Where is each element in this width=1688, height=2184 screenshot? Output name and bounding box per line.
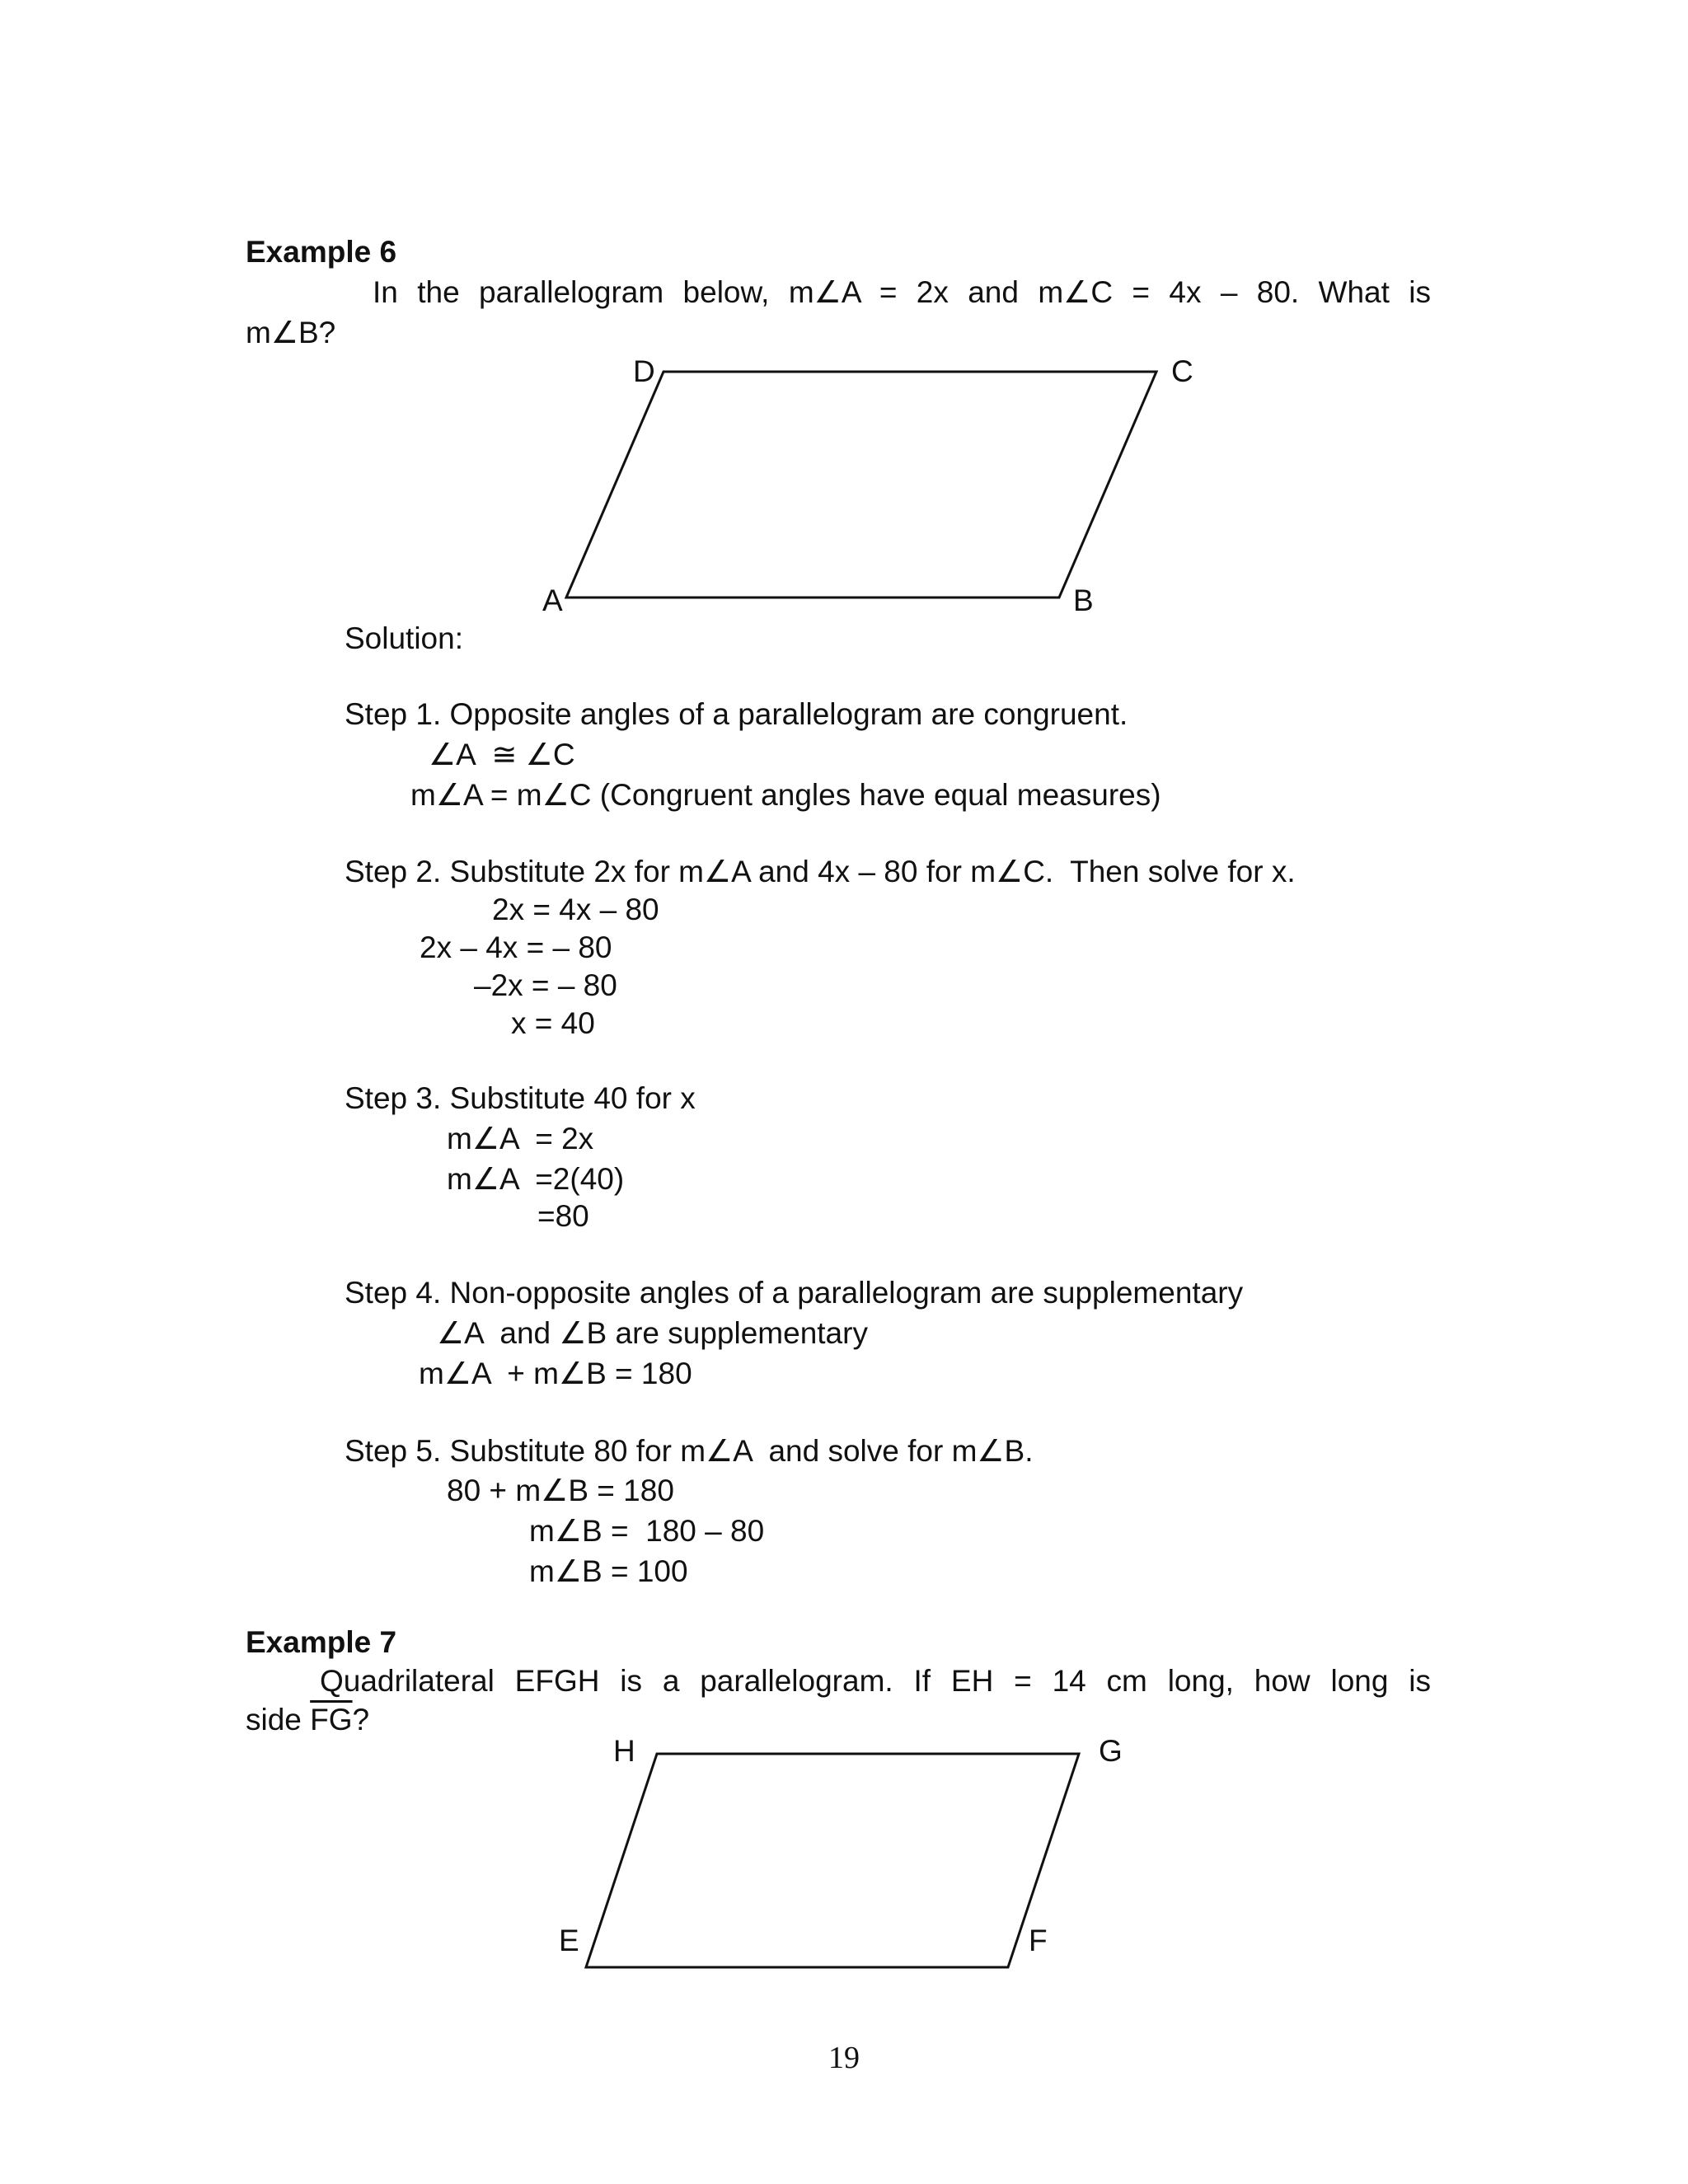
- segment-fg: $\overline{FG}$: [310, 1703, 353, 1736]
- vertex-label-e: E: [559, 1924, 579, 1957]
- parallelogram-abcd: [566, 372, 1156, 598]
- page-number: 19: [828, 2041, 860, 2075]
- step3-line1: m∠A = 2x: [447, 1122, 594, 1155]
- step4-title: Step 4. Non-opposite angles of a parallelogram are supplementary: [345, 1276, 1244, 1310]
- example7-question-line2: [246, 1701, 369, 1739]
- step3-title: Step 3. Substitute 40 for x: [345, 1081, 696, 1115]
- step3-line2: m∠A =2(40): [447, 1162, 625, 1196]
- example7-question-suffix: ?: [352, 1703, 370, 1736]
- step2-line2: 2x – 4x = – 80: [420, 930, 612, 964]
- step1-line2: m∠A = m∠C (Congruent angles have equal measures): [410, 778, 1161, 812]
- step2-line4: x = 40: [511, 1006, 595, 1040]
- vertex-label-h: H: [613, 1734, 635, 1768]
- example6-question-line2: m∠B?: [246, 316, 336, 349]
- example7-heading: Example 7: [246, 1625, 397, 1659]
- step3-line3: =80: [537, 1199, 589, 1233]
- example6-question-line1: In the parallelogram below, m∠A = 2x and m∠C = 4x – 80. What is: [373, 275, 1431, 309]
- vertex-label-b: B: [1073, 583, 1094, 617]
- example7-question-prefix: side: [246, 1703, 311, 1736]
- step4-line1: ∠A and ∠B are supplementary: [437, 1316, 868, 1350]
- step1-line1: ∠A ≅ ∠C: [429, 738, 575, 771]
- example6-heading: Example 6: [246, 235, 397, 269]
- step5-line3: m∠B = 100: [529, 1554, 688, 1588]
- step2-line1: 2x = 4x – 80: [492, 893, 659, 926]
- step4-line2: m∠A + m∠B = 180: [419, 1357, 692, 1390]
- step1-title: Step 1. Opposite angles of a parallelogram are congruent.: [345, 697, 1128, 731]
- vertex-label-a: A: [542, 583, 563, 617]
- step5-line2: m∠B = 180 – 80: [529, 1514, 765, 1548]
- vertex-label-c: C: [1171, 354, 1193, 388]
- vertex-label-d: D: [633, 354, 655, 388]
- example7-question-text: Quadrilateral EFGH is a parallelogram. If EH = 14 cm long, how long is: [320, 1664, 1431, 1698]
- parallelogram-efgh: [586, 1754, 1079, 1967]
- solution-label: Solution:: [345, 621, 463, 655]
- step2-line3: –2x = – 80: [474, 968, 617, 1002]
- step5-line1: 80 + m∠B = 180: [447, 1474, 674, 1507]
- example7-question-line1: [320, 1662, 1431, 1700]
- vertex-label-g: G: [1099, 1734, 1123, 1768]
- step5-title: Step 5. Substitute 80 for m∠A and solve for m∠B.: [345, 1434, 1034, 1468]
- step2-title: Step 2. Substitute 2x for m∠A and 4x – 80 for m∠C. Then solve for x.: [345, 855, 1296, 888]
- vertex-label-f: F: [1029, 1924, 1048, 1957]
